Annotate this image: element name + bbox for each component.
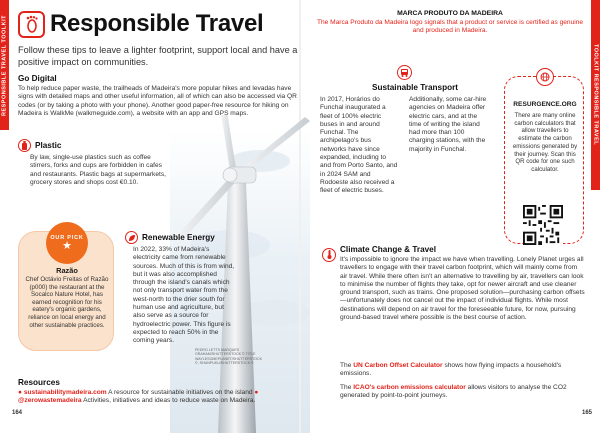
climate-icon-wrap	[322, 246, 336, 264]
icao-calculator-line: The ICAO's carbon emissions calculator allows visitors to analyse the CO2 generated by point-to-point journeys.	[340, 384, 567, 400]
transport-col2: Additionally, some car-hire agencies on Madeira offer electric cars, and at the time of writing the island had more than 100 charging stations, with the majority in Funchal.	[409, 96, 487, 153]
side-tab-left: RESPONSIBLE TRAVEL TOOLKIT	[0, 0, 9, 130]
footprint-icon	[18, 11, 45, 38]
plastic-text: By law, single-use plastics such as coffee stirrers, forks and cups are forbidden in cafes and restaurants. Plastic bags at supermarkets, grocery stores and shops cost €0.10.	[30, 154, 166, 186]
title-text: Responsible Travel	[50, 10, 264, 37]
page-title	[18, 10, 263, 38]
bullet-2: ●	[254, 389, 259, 396]
bullet-1: ●	[18, 389, 24, 396]
resurgence-title: RESURGENCE.ORG	[513, 101, 577, 108]
climate-text: It's impossible to ignore the impact we have when travelling. Lonely Planet urges all travellers to engage with their travel carbon footprint, which will mainly come from air travel. While there often isn't an alternative to travelling by air, travellers can look to minimise the number of flights they take, opt for newer aircraft and use cleaner ground transport, such as trains. One proposed solution—purchasing carbon offsets—unfortunately does not cancel out the impact of individual flights. While most destinations will depend on air travel for the foreseeable future, for now, pursuing ground-based travel where possible is the best course of action.	[340, 256, 585, 322]
qr-code[interactable]	[523, 205, 563, 245]
icao-calculator-link[interactable]: ICAO's carbon emissions calculator	[353, 384, 466, 391]
our-pick-name: Razão	[56, 266, 78, 275]
go-digital-section	[18, 74, 298, 118]
our-pick-card	[18, 231, 114, 351]
energy-heading: Renewable Energy	[142, 233, 215, 242]
photo-credit: PEDRO LETTS MARQUES GRAHAM/SHUTTERSTOCK © TITLE WAYLESOMEPLANET/SHUTTERSTOCK ©, SHUNPUKU/SHUTTERSTOCK ©	[195, 348, 263, 366]
un-calculator-line: The UN Carbon Offset Calculator shows how flying impacts a household's emissions.	[340, 362, 562, 378]
go-digital-text: To help reduce paper waste, the trailheads of Madeira's more popular hikes and levadas have signs with detailed maps and other useful information, all of which can also be accessed via QR codes (or by taking a photo with your phone). Another good paper-free resource for hiking on Madeira is WalkMe (walkmeguide.com), a website with an app and GPS maps.	[18, 85, 297, 117]
resurgence-text: There are many online carbon calculators that allow travellers to estimate the carbon emissions generated by their journey. Scan this QR code for one such calculator.	[512, 112, 578, 173]
renewable-energy-section	[125, 231, 237, 346]
bus-icon	[397, 65, 412, 80]
marca-section	[315, 10, 585, 36]
star-icon: ★	[62, 239, 72, 252]
resources-line2-text: Activities, initiatives and ideas to reduce waste on Madeira.	[83, 397, 256, 405]
side-tab-right: TOOLKIT RESPONSIBLE TRAVEL	[591, 0, 600, 190]
globe-icon	[536, 68, 554, 86]
climate-heading: Climate Change & Travel	[340, 245, 437, 254]
page-number-right: 165	[581, 410, 592, 416]
intro-text: Follow these tips to leave a lighter footprint, support local and have a positive impact on communities.	[18, 45, 298, 67]
our-pick-text: Chef Octávio Freitas of Razão (p000) the restaurant at the Socalco Nature Hotel, has earned recognition for his eatery's organic gardens, reliance on local energy and other sustainable practices.	[25, 276, 109, 329]
climate-section	[340, 245, 585, 322]
sustainability-madeira-link[interactable]: sustainabilitymadeira.com	[23, 389, 107, 396]
our-pick-badge	[46, 222, 88, 264]
thermometer-icon	[322, 248, 336, 262]
marca-text: The Marca Produto da Madeira logo signals that a product or service is certified as genuine and produced in Madeira.	[316, 19, 584, 35]
go-digital-heading: Go Digital	[18, 74, 57, 83]
un-calculator-link[interactable]: UN Carbon Offset Calculator	[353, 362, 443, 369]
plastic-heading: Plastic	[35, 141, 62, 150]
resources-section	[18, 378, 298, 406]
bottle-icon	[18, 139, 31, 152]
resources-line1-text: A resource for sustainable initiatives on the island	[108, 389, 253, 396]
marca-heading: MARCA PRODUTO DA MADEIRA	[397, 10, 503, 17]
plastic-section	[18, 139, 168, 187]
resources-heading: Resources	[18, 378, 60, 387]
zero-waste-madeira-link[interactable]: @zerowastemadeira	[18, 397, 82, 405]
transport-icon-wrap	[397, 64, 412, 82]
transport-heading: Sustainable Transport	[372, 83, 458, 92]
leaf-icon	[125, 231, 138, 244]
our-pick-label: OUR PICK	[50, 234, 84, 241]
transport-col1: In 2017, Horários do Funchal inaugurated a fleet of 100% electric buses in and around Funchal. The archipelago's bus networks have since expanded, including to and from Porto Santo, and in 2024 SAM and Rodoeste also received a fleet of electric buses.	[320, 96, 398, 195]
page-number-left: 164	[12, 410, 23, 416]
energy-text: In 2022, 33% of Madeira's electricity came from renewable sources. Much of this is from wind, but it was also accomplished through the island's canals which not only transport water from the west-north to the drier south for human use and agriculture, but also serve as a source for hydroelectric power. This figure is expected to reach 50% in the coming years.	[133, 246, 235, 345]
